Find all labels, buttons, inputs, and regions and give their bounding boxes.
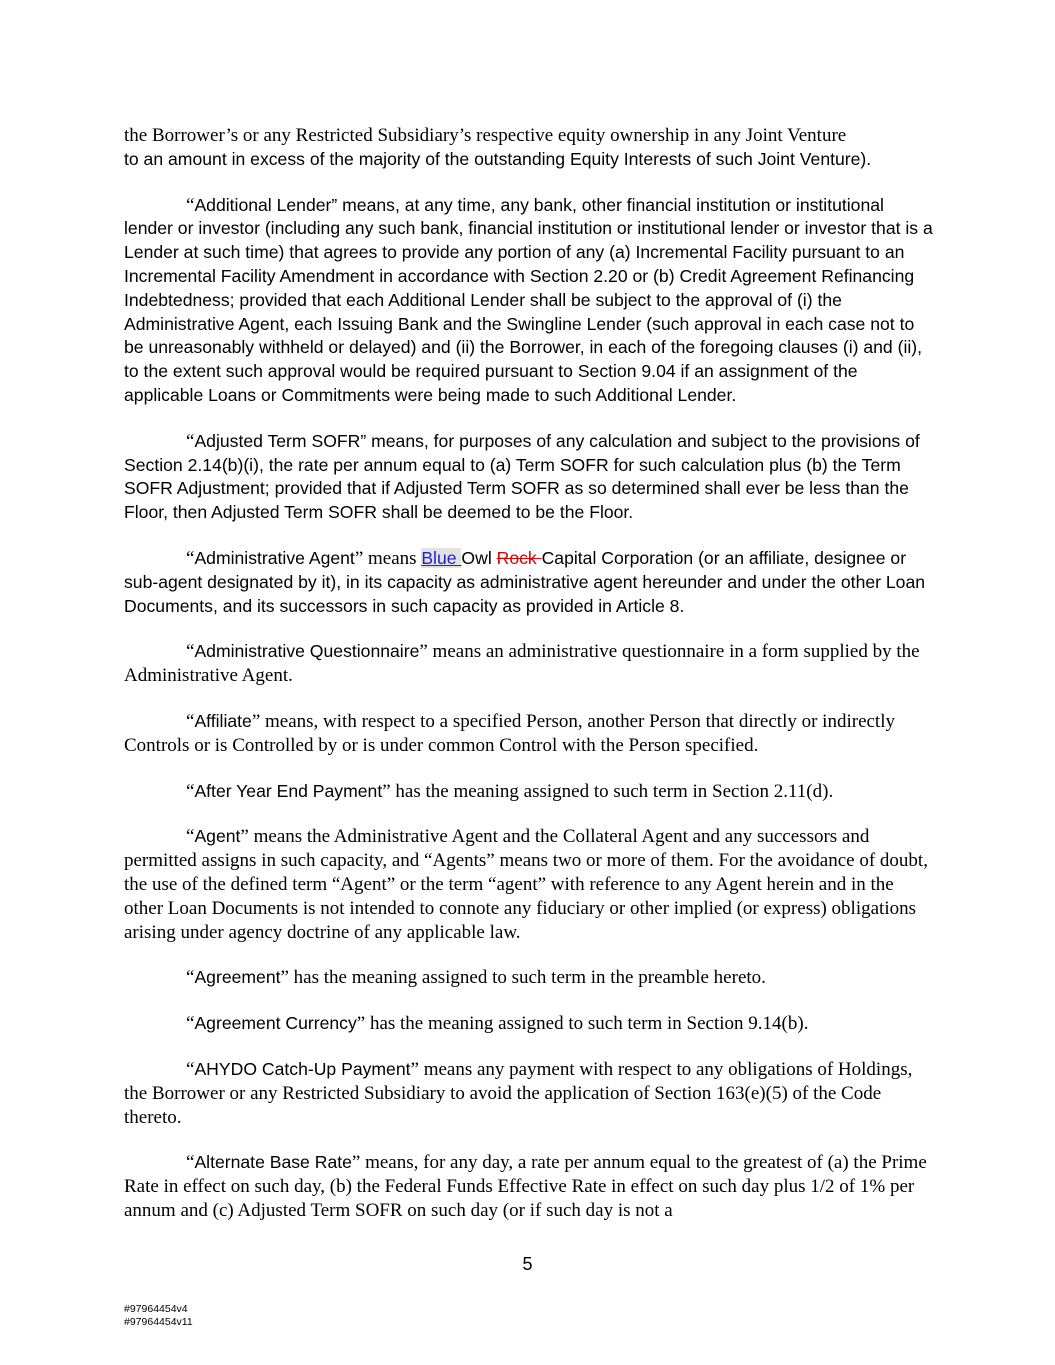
defined-term: Agent bbox=[194, 826, 241, 847]
continuation-line-1: the Borrower’s or any Restricted Subsidiary’s respective equity ownership in any Joint Venture bbox=[124, 125, 847, 146]
definition-administrative-agent: “Administrative Agent” means Blue Owl Rock Capital Corporation (or an affiliate, designee or sub-agent designated by it), in its capacity as administrative agent hereunder and under the other Loan Documents, and its successors in such capacity as provided in Article 8. bbox=[124, 547, 926, 616]
definition-affiliate: “Affiliate” means, with respect to a specified Person, another Person that directly or indirectly Controls or is Controlled by or is under common Control with the Person specified. bbox=[124, 710, 895, 756]
definition-text: ” has the meaning assigned to such term in Section 2.11(d). bbox=[382, 780, 834, 802]
continuation-line-2: to an amount in excess of the majority of the outstanding Equity Interests of such Joint Venture). bbox=[124, 148, 872, 169]
tracked-insertion[interactable]: Blue bbox=[421, 547, 462, 568]
definition-text: ” means, for purposes of any calculation and subject to the provisions of Section 2.14(b)(i), the rate per annum equal to (a) Term SOFR for such calculation plus (b) the Term SOFR Adjustment; provided that if Adjusted Term SOFR as so determined shall ever be less than the Floor, then Adjusted Term SOFR shall be deemed to be the Floor. bbox=[124, 430, 920, 523]
definition-adjusted-term-sofr: “Adjusted Term SOFR” means, for purposes of any calculation and subject to the provisions of Section 2.14(b)(i), the rate per annum equal to (a) Term SOFR for such calculation plus (b) the Term SOFR Adjustment; provided that if Adjusted Term SOFR as so determined shall ever be less than the Floor, then Adjusted Term SOFR shall be deemed to be the Floor. bbox=[124, 430, 920, 523]
definition-after-year-end-payment: “After Year End Payment” has the meaning assigned to such term in Section 2.11(d). bbox=[186, 780, 834, 802]
document-id: #97964454v11 bbox=[124, 1315, 193, 1328]
defined-term: Affiliate bbox=[194, 710, 252, 731]
tracked-deletion[interactable]: Rock bbox=[496, 547, 542, 568]
definition-administrative-questionnaire: “Administrative Questionnaire” means an administrative questionnaire in a form supplied by the Administrative Agent. bbox=[124, 641, 920, 687]
defined-term: Administrative Agent bbox=[194, 547, 355, 568]
defined-term: Adjusted Term SOFR bbox=[194, 430, 361, 451]
defined-term: Agreement Currency bbox=[194, 1013, 357, 1034]
definition-text: ” means, at any time, any bank, other financial institution or institutional lender or investor (including any such bank, financial institution or institutional lender or investor that is a Lender at such time) that agrees to provide any portion of any (a) Incremental Facility pursuant to an Incremental Facility Amendment in accordance with Section 2.20 or (b) Credit Agreement Refinancing Indebtedness; provided that each Additional Lender shall be subject to the approval of (i) the Administrative Agent, each Issuing Bank and the Swingline Lender (such approval in each case not to be unreasonably withheld or delayed) and (ii) the Borrower, in each of the foregoing clauses (i) and (ii), to the extent such approval would be required pursuant to Section 9.04 if an assignment of the applicable Loans or Commitments were being made to such Additional Lender. bbox=[124, 194, 933, 405]
definition-text-mid: Owl bbox=[461, 547, 497, 568]
defined-term: Agreement bbox=[194, 967, 281, 988]
paragraph-continuation bbox=[124, 124, 934, 172]
document-id: #97964454v4 bbox=[124, 1303, 188, 1315]
page-number: 5 bbox=[522, 1254, 533, 1274]
defined-term: After Year End Payment bbox=[194, 780, 383, 801]
definition-text: Capital Corporation (or an affiliate, designee or sub-agent designated by it), in its capacity as administrative agent hereunder and under the other Loan Documents, and its successors in such capacity as provided in Article 8. bbox=[124, 547, 926, 616]
definition-text: ” has the meaning assigned to such term in Section 9.14(b). bbox=[356, 1013, 809, 1035]
defined-term: Alternate Base Rate bbox=[194, 1152, 352, 1173]
definition-text: ” means any payment with respect to any obligations of Holdings, the Borrower or any Restricted Subsidiary to avoid the application of Section 163(e)(5) of the Code thereto. bbox=[124, 1058, 913, 1128]
definition-agreement: “Agreement” has the meaning assigned to such term in the preamble hereto. bbox=[186, 967, 766, 989]
definition-text: ” means an administrative questionnaire in a form supplied by the Administrative Agent. bbox=[124, 641, 920, 687]
defined-term: AHYDO Catch-Up Payment bbox=[194, 1058, 411, 1079]
definition-text: ” means, for any day, a rate per annum equal to the greatest of (a) the Prime Rate in effect on such day, (b) the Federal Funds Effective Rate in effect on such day plus 1/2 of 1% per annum and (c) Adjusted Term SOFR on such day (or if such day is not a bbox=[124, 1152, 927, 1221]
definition-additional-lender: “Additional Lender” means, at any time, any bank, other financial institution or institutional lender or investor (including any such bank, financial institution or institutional lender or investor that is a Lender at such time) that agrees to provide any portion of any (a) Incremental Facility pursuant to an Incremental Facility Amendment in accordance with Section 2.20 or (b) Credit Agreement Refinancing Indebtedness; provided that each Additional Lender shall be subject to the approval of (i) the Administrative Agent, each Issuing Bank and the Swingline Lender (such approval in each case not to be unreasonably withheld or delayed) and (ii) the Borrower, in each of the foregoing clauses (i) and (ii), to the extent such approval would be required pursuant to Section 9.04 if an assignment of the applicable Loans or Commitments were being made to such Additional Lender. bbox=[124, 194, 933, 405]
document-page bbox=[124, 124, 934, 1245]
definition-agent: “Agent” means the Administrative Agent and the Collateral Agent and any successors and permitted assigns in such capacity, and “Agents” means two or more of them. For the avoidance of doubt, the use of the defined term “Agent” or the term “agent” with reference to any Agent herein and in the other Loan Documents is not intended to connote any fiduciary or other implied (or express) obligations arising under agency doctrine of any applicable law. bbox=[124, 826, 928, 943]
definition-text: ” means the Administrative Agent and the Collateral Agent and any successors and permitted assigns in such capacity, and “Agents” means two or more of them. For the avoidance of doubt, the use of the defined term “Agent” or the term “agent” with reference to any Agent herein and in the other Loan Documents is not intended to connote any fiduciary or other implied (or express) obligations arising under agency doctrine of any applicable law. bbox=[124, 826, 928, 943]
definition-alternate-base-rate: “Alternate Base Rate” means, for any day, a rate per annum equal to the greatest of (a) the Prime Rate in effect on such day, (b) the Federal Funds Effective Rate in effect on such day plus 1/2 of 1% per annum and (c) Adjusted Term SOFR on such day (or if such day is not a bbox=[124, 1152, 927, 1221]
document-id-footer bbox=[124, 1303, 193, 1328]
definition-agreement-currency: “Agreement Currency” has the meaning assigned to such term in Section 9.14(b). bbox=[186, 1013, 809, 1035]
definition-means: ” means bbox=[354, 547, 422, 569]
definition-text: ” means, with respect to a specified Person, another Person that directly or indirectly Controls or is Controlled by or is under common Control with the Person specified. bbox=[124, 710, 895, 756]
defined-term: Administrative Questionnaire bbox=[194, 641, 420, 662]
definition-text: ” has the meaning assigned to such term in the preamble hereto. bbox=[280, 967, 766, 989]
definition-ahydo-catch-up-payment: “AHYDO Catch-Up Payment” means any payment with respect to any obligations of Holdings, the Borrower or any Restricted Subsidiary to avoid the application of Section 163(e)(5) of the Code thereto. bbox=[124, 1058, 913, 1128]
defined-term: Additional Lender bbox=[194, 194, 332, 215]
